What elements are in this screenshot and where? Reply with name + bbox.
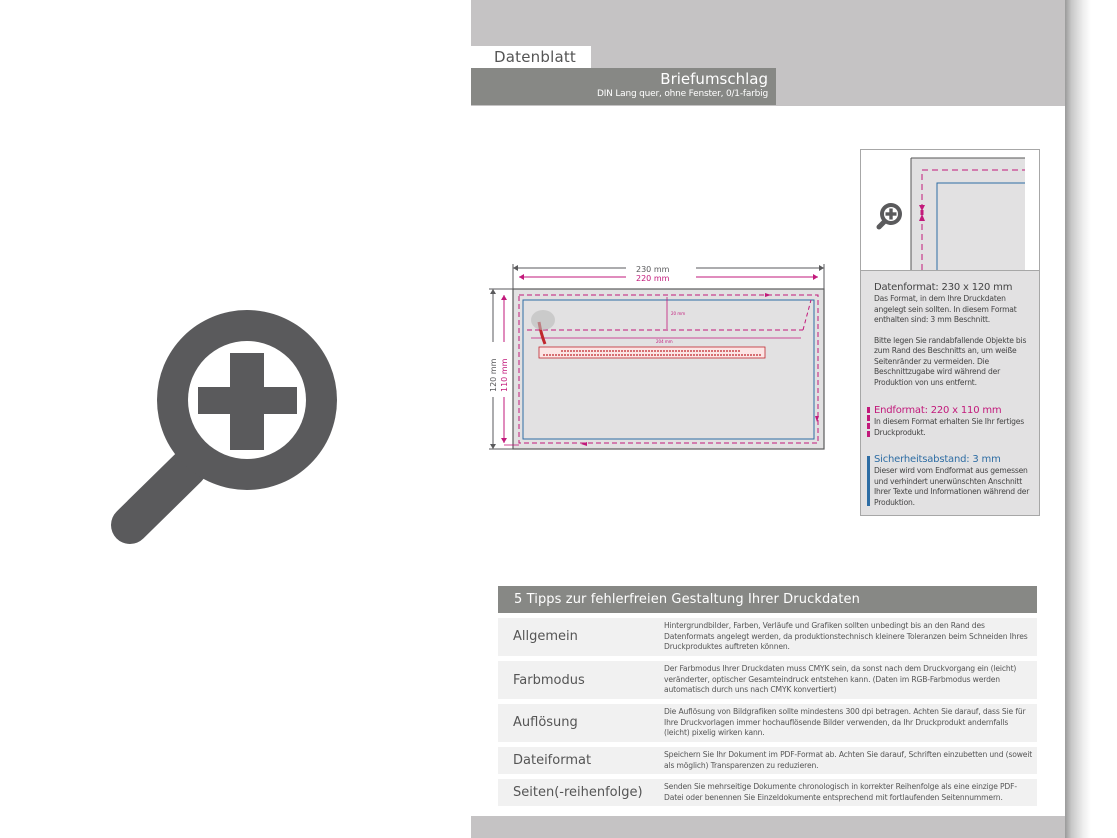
title-bar [471, 68, 776, 105]
sicherheit-title: Sicherheitsabstand: 3 mm [874, 454, 1001, 465]
tip-row [498, 747, 1037, 774]
datenformat-title: Datenformat: 230 x 120 mm [874, 282, 1013, 293]
tip-row [498, 704, 1037, 742]
endformat-title: Endformat: 220 x 110 mm [874, 405, 1002, 416]
envelope-diagram [481, 262, 831, 457]
tips-table [498, 586, 1037, 806]
tip-text: Hintergrundbilder, Farben, Verläufe und Grafiken sollten unbedingt bis an den Rand des Datenformats angelegt werden, da produktionstechnisch kleinere Toleranzen beim Schneiden Ihres Druckproduktes auftreten können. [664, 621, 1028, 652]
corner-preview [861, 150, 1039, 271]
svg-text:204 mm: 204 mm [656, 339, 673, 344]
bleed-marker [867, 407, 873, 437]
tab-label: Datenblatt [494, 48, 577, 66]
tip-text: Senden Sie mehrseitige Dokumente chronologisch in korrekter Reihenfolge als eine einzige PDF-Datei oder benennen Sie Einzeldokumente entsprechend mit fortlaufenden Seitennummern. [664, 782, 1017, 802]
product-subtitle: DIN Lang quer, ohne Fenster, 0/1-farbig [596, 89, 768, 99]
format-info-panel [860, 149, 1040, 516]
tip-row [498, 779, 1037, 806]
datenformat-text: Das Format, in dem Ihre Druckdaten angelegt sein sollten. In diesem Format enthalten sind: 3 mm Beschnitt. [874, 294, 1017, 324]
endformat-text: In diesem Format erhalten Sie Ihr fertiges Druckprodukt. [874, 417, 1025, 437]
safe-marker [867, 456, 870, 506]
tip-label: Dateiformat [513, 753, 592, 768]
dim-height-inner: 110 mm [500, 358, 509, 392]
endformat-section [874, 405, 1039, 438]
tip-text: Speichern Sie Ihr Dokument im PDF-Format ab. Achten Sie darauf, Schriften einzubetten und (soweit als möglich) Transparenzen zu reduzieren. [664, 750, 1033, 770]
zoom-in-small-icon[interactable] [873, 200, 905, 232]
page-shadow [1065, 0, 1091, 838]
tip-text: Der Farbmodus Ihrer Druckdaten muss CMYK sein, da sonst nach dem Druckvorgang ein (leicht) veränderter, optischer Gesamteindruck entstehen kann. (Daten im RGB-Farbmodus werden automatisch durch uns nach CMYK konvertiert) [664, 664, 1017, 695]
tip-label: Seiten(-reihenfolge) [513, 785, 643, 800]
tip-text: Die Auflösung von Bildgrafiken sollte mindestens 300 dpi betragen. Achten Sie darauf, dass Sie für Ihre Druckvorlagen immer hochauflösende Bilder verwenden, da Ihr Druckprodukt andernfalls (leicht) pixelig wirken kann. [664, 707, 1026, 738]
sicherheit-text: Dieser wird vom Endformat aus gemessen und verhindert unerwünschten Anschnitt Ihrer Texte und Informationen während der Produktion. [874, 466, 1030, 507]
product-title: Briefumschlag [660, 70, 768, 88]
tip-label: Auflösung [513, 715, 578, 730]
sicherheit-section [874, 454, 1039, 508]
zoom-in-icon[interactable] [100, 300, 370, 560]
tips-heading: 5 Tipps zur fehlerfreien Gestaltung Ihrer Druckdaten [498, 586, 1037, 613]
datasheet-tab [471, 46, 591, 68]
tip-label: Allgemein [513, 629, 578, 644]
datenformat-note: Bitte legen Sie randabfallende Objekte bis zum Rand des Beschnitts an, um weiße Seitenränder zu vermeiden. Die Beschnittzugabe wird während der Produktion von uns entfernt. [874, 335, 1027, 387]
tip-label: Farbmodus [513, 673, 585, 688]
svg-text:20 mm: 20 mm [671, 311, 686, 316]
dim-width-inner: 220 mm [636, 274, 670, 283]
tip-row [498, 618, 1037, 656]
datenformat-section [874, 282, 1039, 388]
tip-row [498, 661, 1037, 699]
dim-height-outer: 120 mm [489, 358, 498, 392]
footer-band [471, 816, 1065, 838]
dim-width-outer: 230 mm [636, 265, 670, 274]
datasheet-page [471, 0, 1065, 838]
